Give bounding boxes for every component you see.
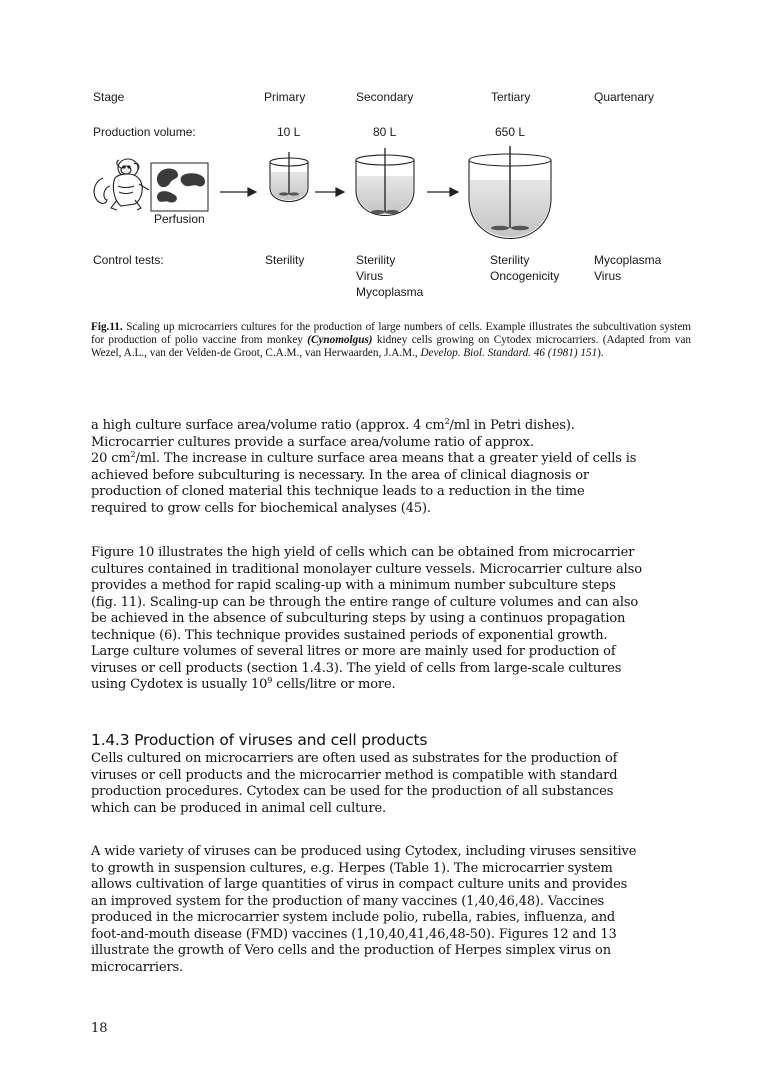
arrow-right-icon [220,188,256,196]
paragraph-4 [91,844,691,976]
text-line: /ml in Petri dishes). [449,418,575,433]
figure-caption [91,321,691,361]
paragraph-1 [91,418,691,517]
text-line: illustrate the growth of Vero cells and the production of Herpes simplex virus on [91,943,611,958]
arrow-right-icon [315,188,344,196]
control-secondary-3: Mycoplasma [356,285,424,299]
volume-tertiary: 650 L [495,125,526,139]
paragraph-2 [91,545,691,694]
stage-primary: Primary [264,90,306,104]
text-line: cells/litre or more. [272,677,396,692]
text-line: a high culture surface area/volume ratio (approx. 4 cm [91,418,445,433]
text-line: technique (6). This technique provides sustained periods of exponential growth. [91,627,608,643]
section-heading: 1.4.3 Production of viruses and cell products [91,731,428,749]
text-line: Figure 10 illustrates the high yield of cells which can be obtained from microcarrier [91,545,635,560]
text-line: microcarriers. [91,959,184,975]
text-line: production of cloned material this technique leads to a reduction in the time [91,484,585,499]
production-volume-label: Production volume: [93,125,196,139]
text-line: production procedures. Cytodex can be used for the production of all substances [91,784,614,799]
stage-tertiary: Tertiary [491,90,531,104]
text-line: required to grow cells for biochemical analyses (45). [91,500,431,516]
control-quartenary-1: Mycoplasma [594,253,662,267]
text-line: be achieved in the absence of subculturing steps by using a continuos propagation [91,611,626,626]
scale-up-diagram [85,140,605,255]
page-number: 18 [91,1021,108,1036]
control-primary-1: Sterility [265,253,305,267]
text-line: foot-and-mouth disease (FMD) vaccines (1,10,40,41,46,48-50). Figures 12 and 13 [91,926,617,942]
monkey-icon [94,159,149,210]
caption-fig-label: Fig.11. [91,321,123,333]
text-line: 20 cm [91,451,131,466]
text-line: an improved system for the production of many vaccines (1,40,46,48). Vaccines [91,893,605,909]
caption-species: (Cynomolgus) [307,334,373,347]
caption-text-2: kidney cells growing on Cytodex microcarriers. (Adapted from van Wezel, A.L., van der Velden-de Groot, C.A.M., van Herwaarden, J.A.M., [91,334,692,360]
culture-vessel-icon [270,152,308,202]
stage-label: Stage [93,90,125,104]
text-line: Cells cultured on microcarriers are often used as substrates for the production of [91,751,618,766]
text-line: using Cydotex is usually 10 [91,677,268,692]
caption-journal: Develop. Biol. Standard. 46 (1981) 151 [420,347,598,360]
text-line: produced in the microcarrier system include polio, rubella, rabies, influenza, and [91,910,616,925]
caption-text-1: Scaling up microcarriers cultures for the production of large numbers of cells. Example illustrates the subcultivation system for production of polio vaccine from monkey [91,321,691,347]
control-secondary-1: Sterility [356,253,396,267]
perfusion-label: Perfusion [154,212,205,226]
superscript: 9 [267,676,273,685]
kidney-box [151,163,208,211]
text-line: Large culture volumes of several litres or more are mainly used for production of [91,644,616,659]
stage-secondary: Secondary [356,90,414,104]
text-line: provides a method for rapid scaling-up with a minimum number subculture steps [91,578,616,593]
control-tests-label: Control tests: [93,253,164,267]
text-line: allows cultivation of large quantities of virus in compact culture units and provides [91,877,628,892]
text-line: to growth in suspension cultures, e.g. Herpes (Table 1). The microcarrier system [91,860,613,876]
volume-primary: 10 L [277,125,301,139]
text-line: (fig. 11). Scaling-up can be through the entire range of culture volumes and can also [91,594,639,610]
arrow-right-icon [427,188,458,196]
control-secondary-2: Virus [356,269,384,283]
text-line: achieved before subculturing is necessary. In the area of clinical diagnosis or [91,467,590,483]
text-line: cultures contained in traditional monolayer culture vessels. Microcarrier culture also [91,561,642,577]
stage-quartenary: Quartenary [594,90,655,104]
control-tertiary-2: Oncogenicity [490,269,560,283]
text-line: viruses or cell products (section 1.4.3). The yield of cells from large-scale cultures [91,660,622,676]
text-line: /ml. The increase in culture surface area means that a greater yield of cells is [135,451,637,466]
culture-vessel-icon [356,148,414,216]
text-line: which can be produced in animal cell culture. [91,800,387,816]
superscript: 2 [444,417,450,426]
caption-text-3: ). [597,347,604,360]
paragraph-3 [91,751,691,817]
text-line: A wide variety of viruses can be produced using Cytodex, including viruses sensitive [91,844,637,859]
superscript: 2 [130,450,136,459]
text-line: Microcarrier cultures provide a surface area/volume ratio of approx. [91,434,534,450]
control-tertiary-1: Sterility [490,253,530,267]
control-quartenary-2: Virus [594,269,622,283]
text-line: viruses or cell products and the microcarrier method is compatible with standard [91,767,618,783]
culture-vessel-icon [469,146,551,239]
volume-secondary: 80 L [373,125,397,139]
